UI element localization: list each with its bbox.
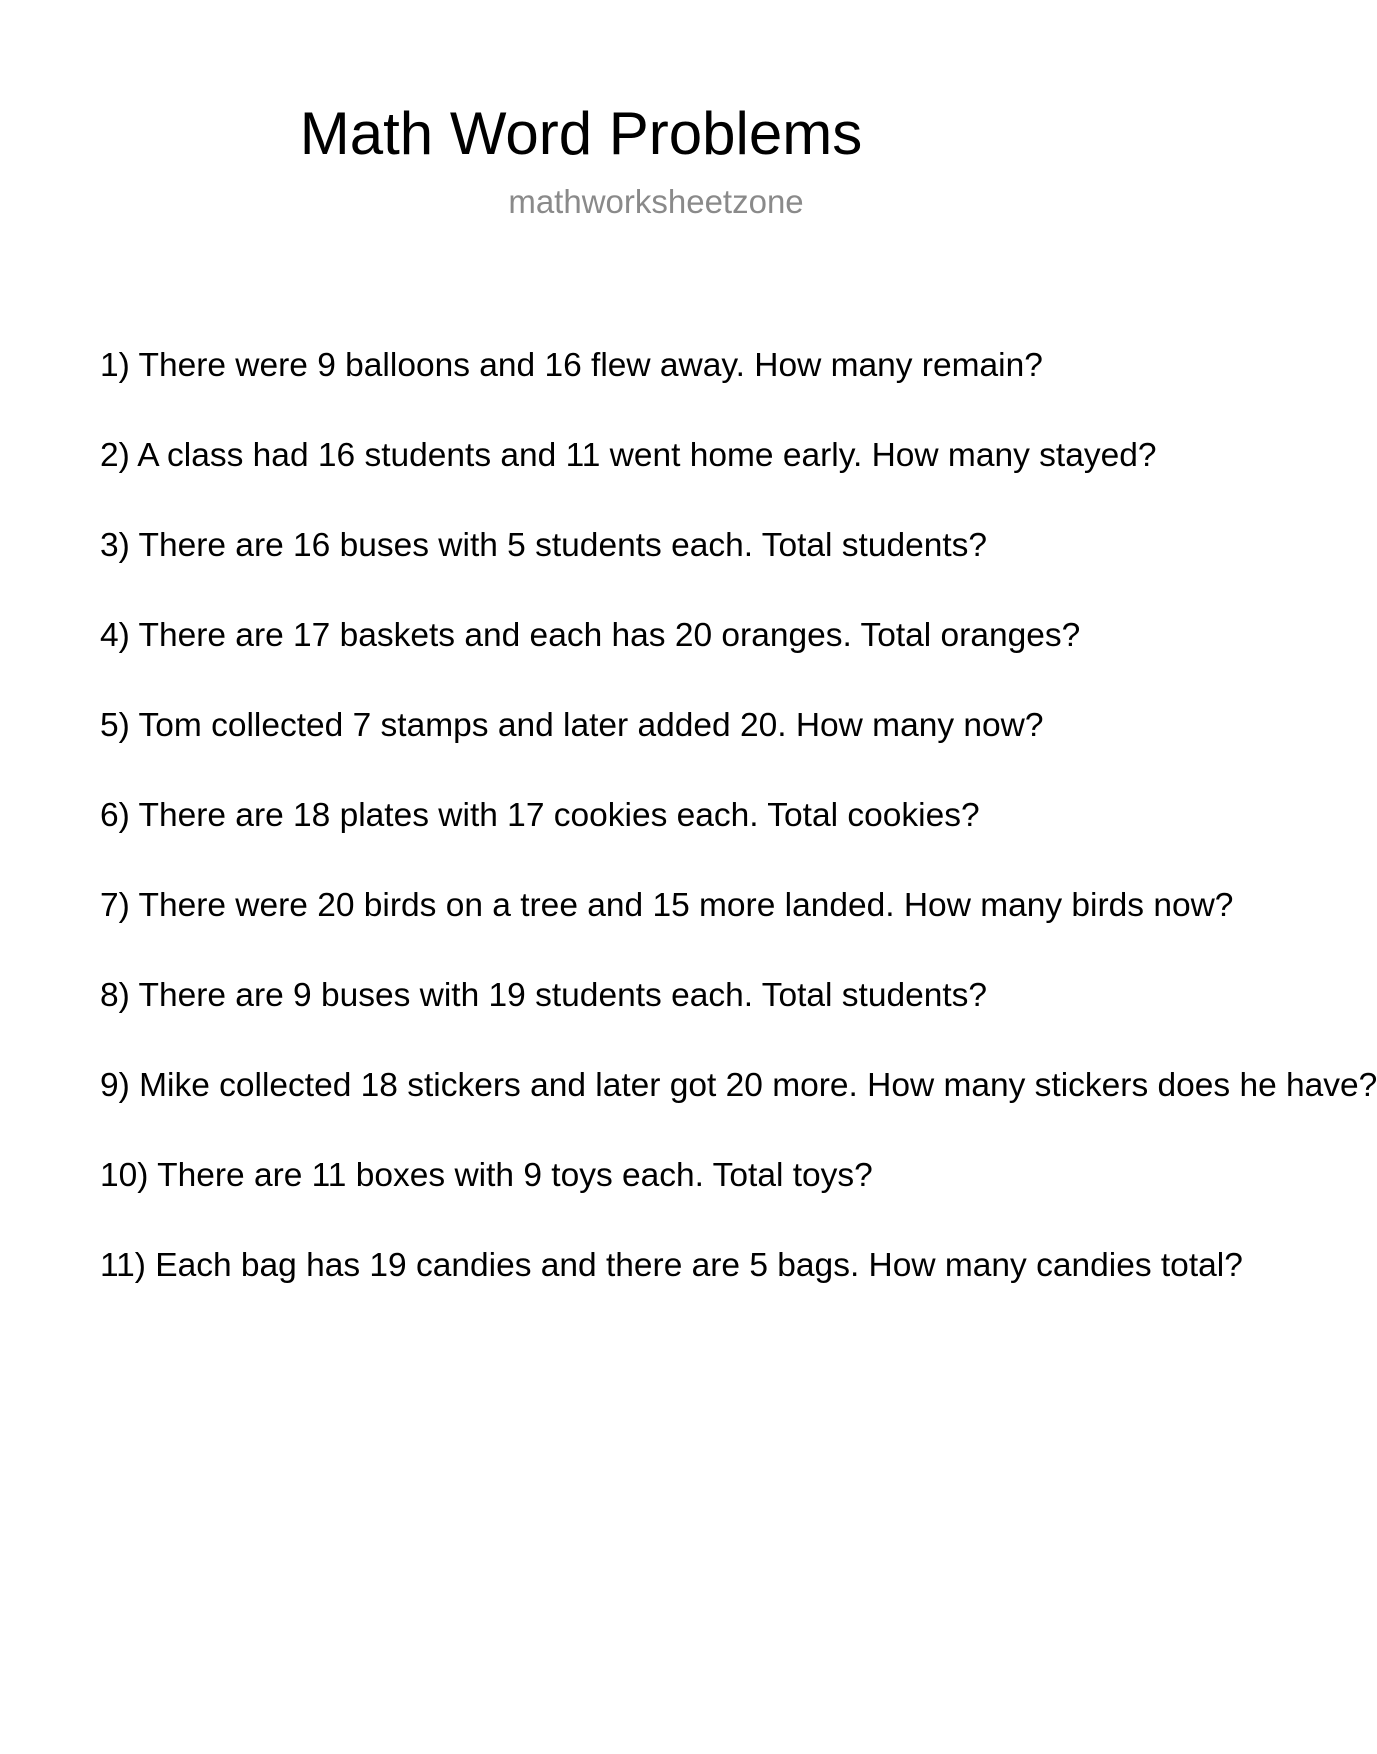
- problem-4: 4) There are 17 baskets and each has 20 oranges. Total oranges?: [100, 617, 1081, 654]
- source-label: mathworksheetzone: [508, 183, 804, 220]
- problem-9: 9) Mike collected 18 stickers and later got 20 more. How many stickers does he have?: [100, 1067, 1377, 1104]
- problem-8: 8) There are 9 buses with 19 students each. Total students?: [100, 977, 988, 1014]
- problem-list: [100, 346, 1377, 1336]
- page-title: Math Word Problems: [299, 100, 863, 167]
- problem-1: 1) There were 9 balloons and 16 flew away. How many remain?: [100, 347, 1043, 384]
- problem-6: 6) There are 18 plates with 17 cookies each. Total cookies?: [100, 797, 980, 834]
- problem-2: 2) A class had 16 students and 11 went home early. How many stayed?: [100, 437, 1157, 474]
- problem-10: 10) There are 11 boxes with 9 toys each. Total toys?: [100, 1157, 873, 1194]
- problem-11: 11) Each bag has 19 candies and there are 5 bags. How many candies total?: [100, 1247, 1243, 1284]
- problem-5: 5) Tom collected 7 stamps and later added 20. How many now?: [100, 707, 1044, 744]
- problem-7: 7) There were 20 birds on a tree and 15 more landed. How many birds now?: [100, 887, 1234, 924]
- problem-3: 3) There are 16 buses with 5 students each. Total students?: [100, 527, 988, 564]
